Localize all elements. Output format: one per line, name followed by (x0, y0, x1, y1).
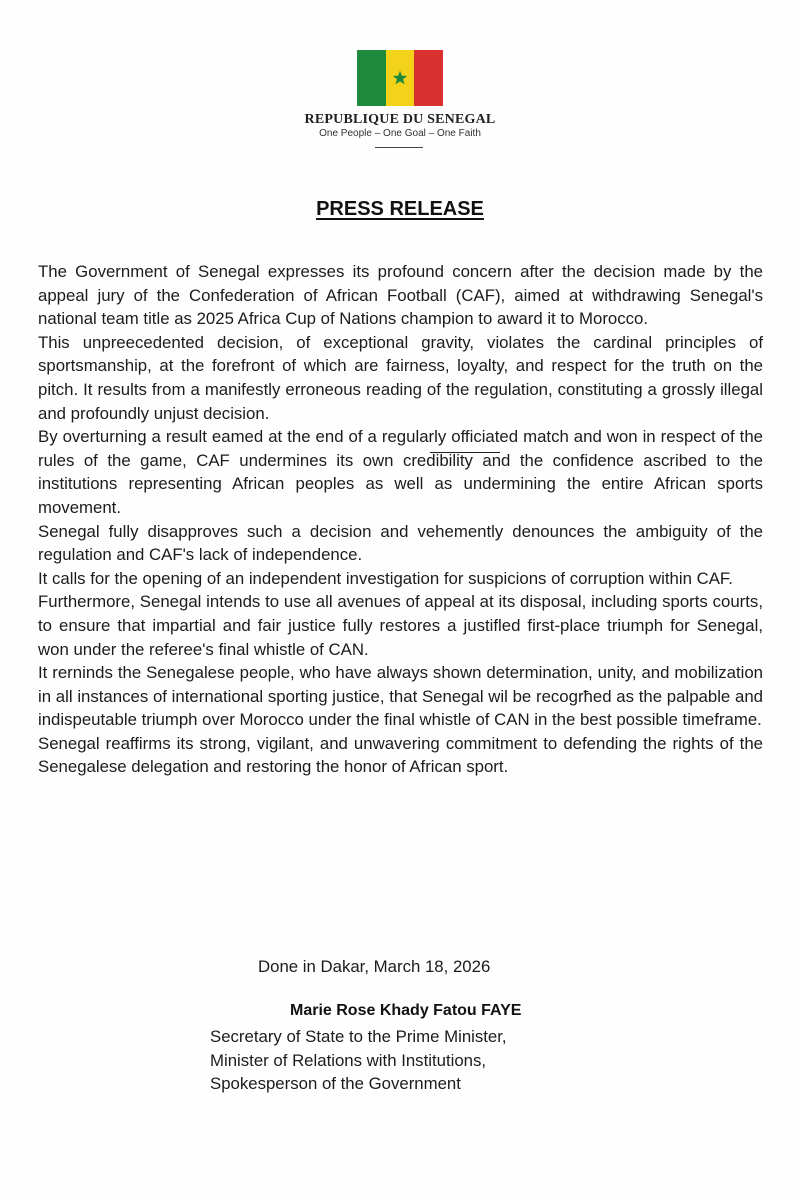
press-release-body (38, 260, 763, 779)
signatory-titles (210, 1025, 507, 1096)
body-paragraph: Senegal reaffirms its strong, vigilant, and unwavering commitment to defending the rights of the Senegalese delegation and restoring the honor of African sport. (38, 733, 763, 777)
signatory-title: Minister of Relations with Institutions, (210, 1050, 487, 1070)
country-name: REPUBLIQUE DU SENEGAL (304, 112, 496, 127)
star-icon (392, 70, 408, 86)
body-paragraph: Senegal fully disapproves such a decision and vehemently denounces the ambiguity of the regulation and CAF's lack of independence. (38, 521, 763, 565)
body-paragraph: The Government of Senegal expresses its profound concern after the decision made by the appeal jury of the Confederation of African Football (CAF), aimed at withdrawing Senegal's national team title as 2025 Africa Cup of Nations champion to award it to Morocco. (38, 262, 763, 329)
signatory-name: Marie Rose Khady Fatou FAYE (290, 1002, 522, 1019)
senegal-flag-icon (357, 50, 443, 106)
closing-place-date: Done in Dakar, March 18, 2026 (258, 957, 491, 976)
body-paragraph: It rerninds the Senegalese people, who have always shown determination, unity, and mobilization in all instances of international sporting justice, that Senegal wil be recogrħed as the palpable and indispeutable triumph over Morocco under the final whistle of CAN in the best possible timeframe. (38, 663, 763, 730)
national-motto: One People – One Goal – One Faith (319, 128, 481, 139)
signatory-title: Secretary of State to the Prime Minister, (210, 1027, 507, 1046)
document-title: PRESS RELEASE (316, 198, 484, 220)
signatory-title: Spokesperson of the Government (210, 1074, 461, 1093)
flag-green-band (357, 50, 386, 106)
body-paragraph: Furthermore, Senegal intends to use all avenues of appeal at its disposal, including sports courts, to ensure that impartial and fair justice fully restores a justifled first-place triumph for Senegal, won under the referee's final whistle of CAN. (38, 592, 763, 659)
flag-red-band (414, 50, 443, 106)
handwritten-underline (430, 452, 500, 453)
body-paragraph: It calls for the opening of an independent investigation for suspicions of corruption within CAF. (38, 568, 733, 588)
flag-yellow-band (386, 50, 415, 106)
body-paragraph: By overturning a result eamed at the end of a regularly officiated match and won in respect of the rules of the game, CAF undermines its own credibility and the confidence ascribed to the institutions representing African peoples as well as undermining the entire African sports movement. (38, 427, 763, 517)
header-divider (375, 147, 423, 148)
body-paragraph: This unpreecedented decision, of exceptional gravity, violates the cardinal principles of sportsmanship, at the forefront of which are fairness, loyalty, and respect for the truth on the pitch. It results from a manifestly erroneous reading of the regulation, constituting a grossly illegal and profoundly unjust decision. (38, 332, 763, 423)
